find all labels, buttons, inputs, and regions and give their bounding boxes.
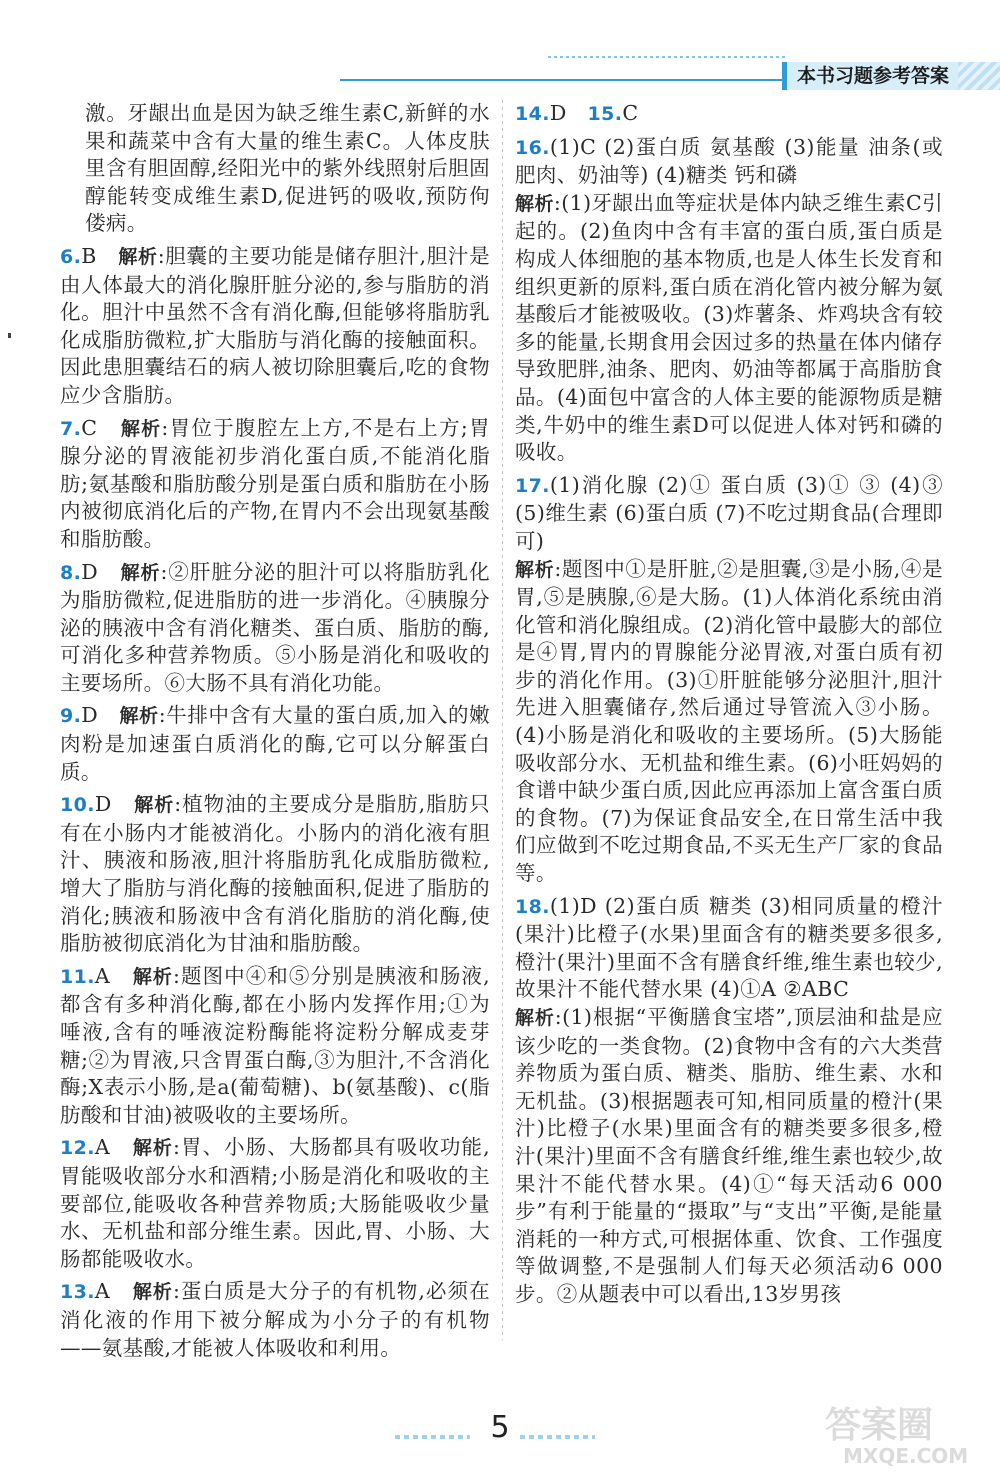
answer-6: [60, 243, 490, 410]
analysis-label: 解析: [132, 1281, 174, 1304]
analysis-text: :胃位于腹腔左上方,不是右上方;胃腺分泌的胃液能初步消化蛋白质,不能消化脂肪;氨基酸和脂肪酸分别是蛋白质和脂肪在小肠内被彻底消化后的产物,在胃内不会出现氨基酸和脂肪酸。: [60, 415, 490, 551]
question-number: 10.: [60, 794, 95, 817]
question-number: 7.: [60, 417, 82, 440]
answer-10: [60, 791, 490, 958]
question-number: 16.: [515, 136, 550, 159]
header-dotted-rule: [548, 56, 788, 58]
answer-14-15: [515, 100, 943, 129]
answer-text: (1)消化腺 (2)① 蛋白质 (3)① ③ (4)③ (5)维生素 (6)蛋白质 (7)不吃过期食品(合理即可): [515, 472, 943, 553]
answer-choice: A: [94, 1279, 111, 1304]
question-number: 8.: [60, 561, 82, 584]
answer-choice: A: [94, 1135, 111, 1160]
question-number: 12.: [60, 1137, 95, 1160]
margin-mark: [8, 333, 11, 338]
analysis-label: 解析: [120, 417, 162, 440]
answer-choice: D: [81, 559, 99, 584]
header-tag-decoration: [958, 62, 1000, 90]
right-column: [515, 100, 943, 1314]
question-number: 13.: [60, 1281, 95, 1304]
question-number: 18.: [515, 895, 550, 918]
svg-text:答案圈: 答案圈: [825, 1405, 934, 1446]
analysis-label: 解析: [134, 794, 175, 817]
analysis-label: 解析: [118, 245, 158, 268]
answer-choice: C: [622, 101, 639, 125]
analysis-16: [515, 190, 943, 467]
answer-text: (1)C (2)蛋白质 氨基酸 (3)能量 油条(或肥肉、奶油等) (4)糖类 钙和磷: [515, 134, 943, 188]
analysis-label: 解析: [132, 965, 174, 988]
analysis-label: 解析: [515, 1007, 555, 1029]
header-title: 本书习题参考答案: [782, 62, 960, 90]
answer-12: [60, 1134, 490, 1273]
answer-9: [60, 702, 490, 786]
question-number: 15.: [587, 103, 623, 125]
answer-choice: D: [94, 792, 112, 817]
answer-11: [60, 963, 490, 1130]
analysis-label: 解析: [515, 192, 554, 215]
analysis-18: [515, 1004, 943, 1309]
question-number: 17.: [515, 474, 550, 497]
answer-17: [515, 472, 943, 556]
analysis-text: :(1)根据“平衡膳食宝塔”,顶层油和盐是应该少吃的一类食物。(2)食物中含有的六大类营养物质为蛋白质、糖类、脂肪、维生素、水和无机盐。(3)根据题表可知,相同质量的橙汁(果汁)比橙子(水果)里面含有的糖类要多很多,橙汁(果汁)里面不含有膳食纤维,维生素也较少,故果汁不能代替水果。(4)①“每天活动6 000步”有利于能量的“摄取”与“支出”平衡,是能量消耗的一种方式,可根据体重、饮食、工作强度等做调整,不是强制人们每天必须活动6 000步。②从题表中可以看出,13岁男孩: [515, 1005, 943, 1306]
answer-text: (1)D (2)蛋白质 糖类 (3)相同质量的橙汁(果汁)比橙子(水果)里面含有的糖类要多很多,橙汁(果汁)里面不含有膳食纤维,维生素也较少,故果汁不能代替水果 (4)①A ②ABC: [515, 893, 943, 1002]
answer-choice: C: [81, 415, 98, 440]
question-number: 9.: [60, 705, 82, 728]
analysis-label: 解析: [132, 1137, 174, 1160]
analysis-label: 解析: [120, 561, 161, 584]
analysis-17: [515, 556, 943, 888]
answer-choice: A: [94, 963, 111, 988]
answer-7: [60, 415, 490, 554]
answer-13: [60, 1278, 490, 1362]
answer-choice: B: [81, 243, 97, 268]
intro-paragraph: 激。牙龈出血是因为缺乏维生素C,新鲜的水果和蔬菜中含有大量的维生素C。人体皮肤里含有胆固醇,经阳光中的紫外线照射后胆固醇能转变成维生素D,促进钙的吸收,预防佝偻病。: [85, 101, 490, 236]
analysis-text: :②肝脏分泌的胆汁可以将脂肪乳化为脂肪微粒,促进脂肪的进一步消化。④胰腺分泌的胰液中含有消化糖类、蛋白质、脂肪的酶,可消化多种营养物质。⑤小肠是消化和吸收的主要场所。⑥大肠不具有消化功能。: [60, 559, 491, 695]
answer-8: [60, 559, 490, 698]
analysis-text: :牛排中含有大量的蛋白质,加入的嫩肉粉是加速蛋白质消化的酶,它可以分解蛋白质。: [60, 703, 490, 784]
question-number: 6.: [60, 245, 82, 268]
question-number: 11.: [60, 965, 95, 988]
footer-dots-left: [395, 1435, 470, 1439]
analysis-label: 解析: [515, 558, 555, 581]
analysis-text: :(1)牙龈出血等症状是体内缺乏维生素C引起的。(2)鱼肉中含有丰富的蛋白质,蛋白质是构成人体细胞的基本物质,也是人体生长发育和组织更新的原料,蛋白质在消化管内被分解为氨基酸后才能被吸收。(3)炸薯条、炸鸡块含有较多的能量,长期食用会因过多的热量在体内储存导致肥胖,油条、肥肉、奶油等都属于高脂肪食品。(4)面包中富含的人体主要的能源物质是糖类,牛奶中的维生素D可以促进人体对钙和磷的吸收。: [515, 190, 943, 465]
answer-choice: D: [549, 101, 567, 125]
analysis-text: :题图中④和⑤分别是胰液和肠液,都含有多种消化酶,都在小肠内发挥作用;①为唾液,含有的唾液淀粉酶能将淀粉分解成麦芽糖;②为胃液,只含胃蛋白酶,③为胆汁,不含消化酶;X表示小肠,是a(葡萄糖)、b(氨基酸)、c(脂肪酸和甘油)被吸收的主要场所。: [60, 963, 490, 1127]
footer-dots-right: [520, 1435, 595, 1439]
left-column: [60, 100, 490, 1367]
page-number: 5: [490, 1410, 510, 1445]
svg-text:MXQE.COM: MXQE.COM: [843, 1444, 969, 1468]
answer-choice: D: [81, 703, 99, 728]
column-divider: [502, 100, 503, 1340]
question-number: 14.: [515, 103, 550, 125]
watermark-logo: [815, 1395, 995, 1470]
analysis-text: :蛋白质是大分子的有机物,必须在消化液的作用下被分解成为小分子的有机物——氨基酸,才能被人体吸收和利用。: [60, 1279, 490, 1360]
answer-18: [515, 893, 943, 1004]
analysis-text: :题图中①是肝脏,②是胆囊,③是小肠,④是胃,⑤是胰腺,⑥是大肠。(1)人体消化系统由消化管和消化腺组成。(2)消化管中最膨大的部位是④胃,胃内的胃腺能分泌胃液,对蛋白质有初步的消化作用。(3)①肝脏能够分泌胆汁,胆汁先进入胆囊储存,然后通过导管流入③小肠。(4)小肠是消化和吸收的主要场所。(5)大肠能吸收部分水、无机盐和维生素。(6)小旺妈妈的食谱中缺少蛋白质,因此应再添加上富含蛋白质的食物。(7)为保证食品安全,在日常生活中我们应做到不吃过期食品,不买无生产厂家的食品等。: [515, 556, 943, 886]
analysis-text: :胆囊的主要功能是储存胆汁,胆汁是由人体最大的消化腺肝脏分泌的,参与脂肪的消化。胆汁中虽然不含有消化酶,但能够将脂肪乳化成脂肪微粒,扩大脂肪与消化酶的接触面积。因此患胆囊结石的病人被切除胆囊后,吃的食物应少含脂肪。: [60, 243, 490, 407]
analysis-label: 解析: [119, 705, 159, 728]
answer-16: [515, 134, 943, 190]
analysis-text: :胃、小肠、大肠都具有吸收功能,胃能吸收部分水和酒精;小肠是消化和吸收的主要部位,能吸收各种营养物质;大肠能吸收少量水、无机盐和部分维生素。因此,胃、小肠、大肠都能吸收水。: [60, 1135, 490, 1271]
analysis-text: :植物油的主要成分是脂肪,脂肪只有在小肠内才能被消化。小肠内的消化液有胆汁、胰液和肠液,胆汁将脂肪乳化成脂肪微粒,增大了脂肪与消化酶的接触面积,促进了脂肪的消化;胰液和肠液中含有消化脂肪的消化酶,使脂肪被彻底消化为甘油和脂肪酸。: [60, 792, 491, 956]
